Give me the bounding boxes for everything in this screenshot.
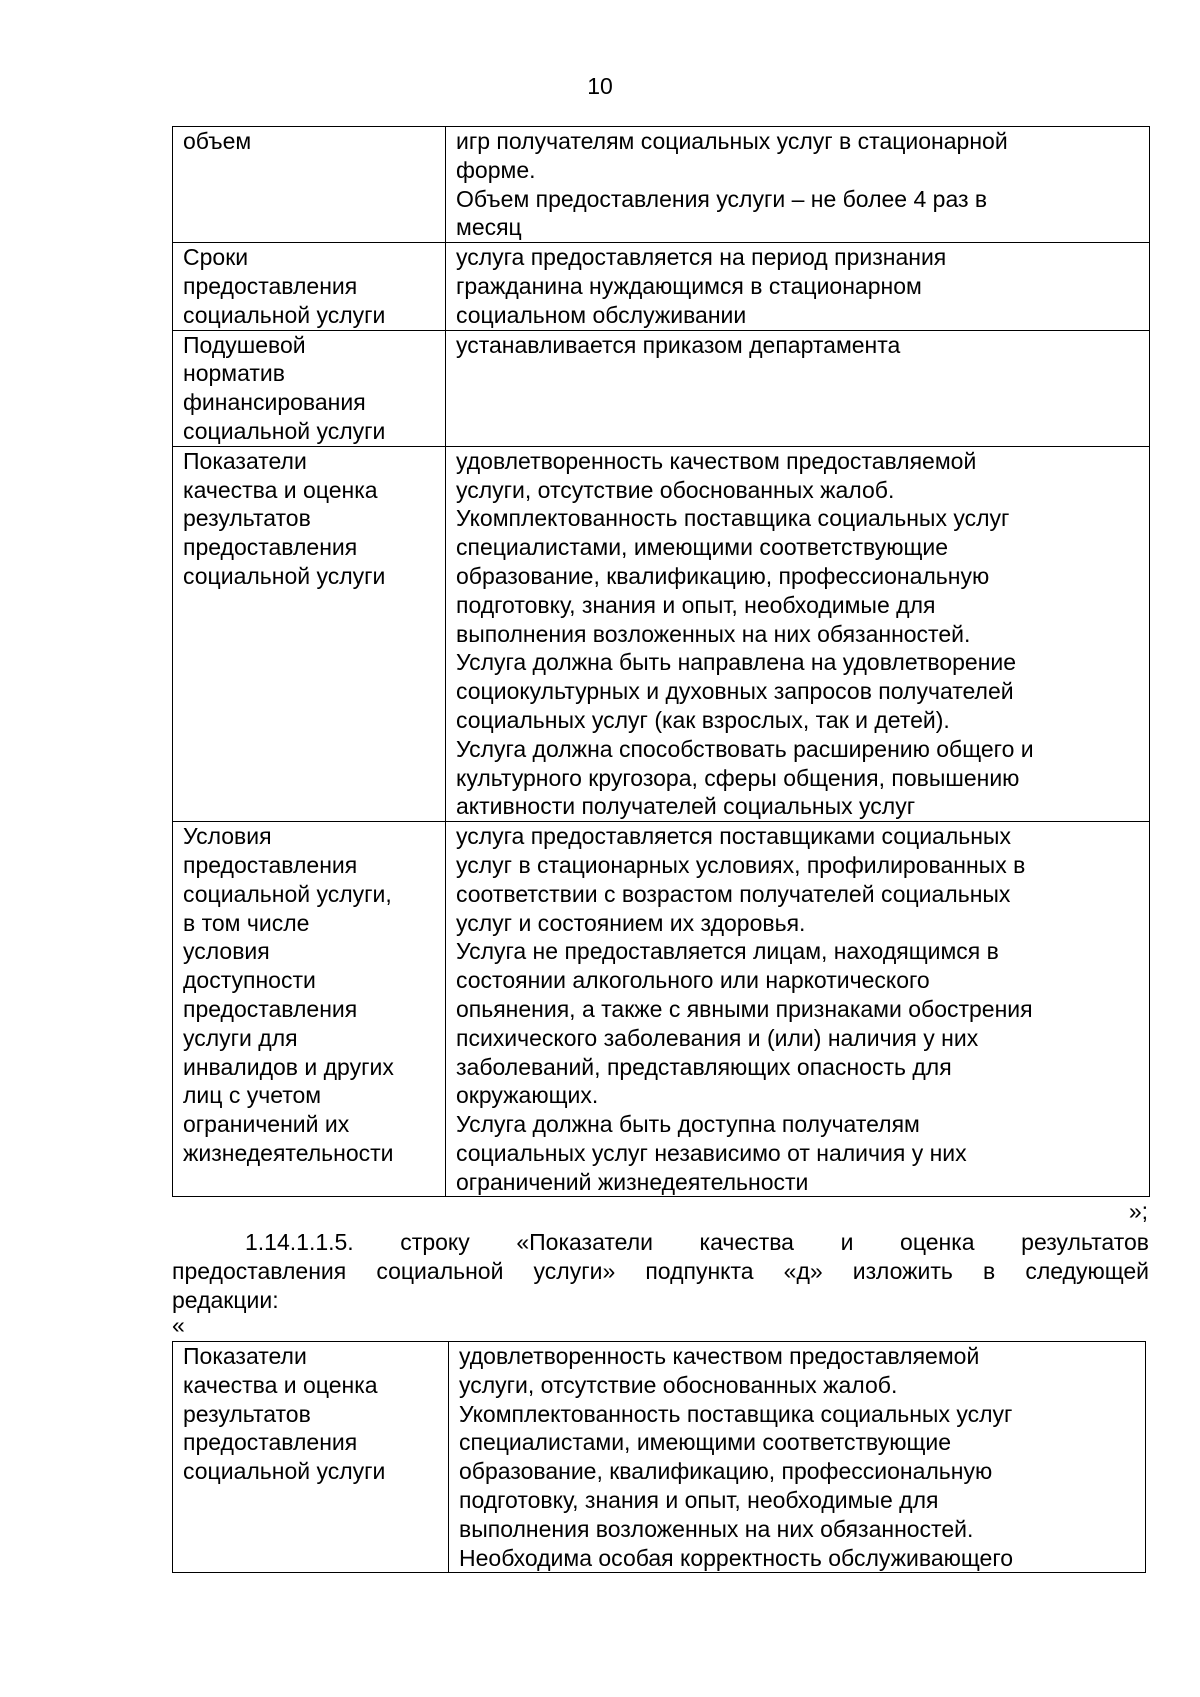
text-line: услуги, отсутствие обоснованных жалоб. (459, 1371, 898, 1398)
table-row (173, 446, 1150, 821)
text-line: окружающих. (456, 1082, 599, 1109)
text-line: культурного кругозора, сферы общения, повышению (456, 764, 1020, 791)
text-line: активности получателей социальных услуг (456, 793, 916, 820)
row-label: Показатели качества и оценка результатов предоставления социальной услуги (173, 446, 446, 821)
text-line: выполнения возложенных на них обязанностей. (459, 1515, 974, 1542)
row-label: Условия предоставления социальной услуги, в том числе условия доступности предоставления услуги для инвалидов и других лиц с учетом ограничений их жизнедеятельности (173, 822, 446, 1197)
row-description (446, 330, 1150, 446)
text-line: устанавливается приказом департамента (456, 331, 901, 358)
text-line: услуги, отсутствие обоснованных жалоб. (456, 476, 895, 503)
row-description (446, 243, 1150, 330)
text-line: социокультурных и духовных запросов получателей (456, 678, 1014, 705)
text-line: образование, квалификацию, профессиональную (459, 1458, 993, 1485)
table-row (173, 1342, 1146, 1573)
page-number: 10 (587, 73, 613, 99)
row-label: Показатели качества и оценка результатов предоставления социальной услуги (173, 1342, 449, 1573)
text-line: услуг и состоянием их здоровья. (456, 909, 806, 936)
services-table (172, 126, 1150, 1197)
row-description (446, 127, 1150, 243)
text-line: гражданина нуждающимся в стационарном (456, 272, 922, 299)
amendment-paragraph (172, 1228, 1149, 1314)
text-line: удовлетворенность качеством предоставляемой (459, 1343, 980, 1369)
row-description (446, 822, 1150, 1197)
text-line: игр получателям социальных услуг в стационарной (456, 128, 1008, 154)
text-line: подготовку, знания и опыт, необходимые для (456, 591, 936, 618)
text-line: услуг в стационарных условиях, профилированных в (456, 851, 1026, 878)
table-row (173, 330, 1150, 446)
text-line: социальных услуг (как взрослых, так и детей). (456, 706, 950, 733)
text-line: ограничений жизнедеятельности (456, 1168, 809, 1195)
row-label: Подушевой норматив финансирования социальной услуги (173, 330, 446, 446)
closing-quote: »; (1128, 1198, 1148, 1224)
paragraph-line: редакции: (172, 1286, 279, 1313)
text-line: заболеваний, представляющих опасность для (456, 1053, 952, 1080)
text-line: соответствии с возрастом получателей социальных (456, 880, 1011, 907)
paragraph-line: предоставления социальной услуги» подпункта «д» изложить в следующей (172, 1257, 1149, 1284)
table-row (173, 822, 1150, 1197)
text-line: Услуга должна способствовать расширению общего и (456, 735, 1034, 762)
text-line: выполнения возложенных на них обязанностей. (456, 620, 971, 647)
text-line: месяц (456, 214, 522, 241)
text-line: социальных услуг независимо от наличия у них (456, 1139, 967, 1166)
text-line: Услуга должна быть доступна получателям (456, 1111, 920, 1138)
text-line: опьянения, а также с явными признаками обострения (456, 995, 1033, 1022)
text-line: Услуга не предоставляется лицам, находящимся в (456, 938, 999, 965)
text-line: форме. (456, 156, 536, 183)
text-line: услуга предоставляется поставщиками социальных (456, 823, 1011, 850)
text-line: специалистами, имеющими соответствующие (456, 534, 949, 561)
text-line: Объем предоставления услуги – не более 4 раз в (456, 185, 988, 212)
text-line: Укомплектованность поставщика социальных услуг (456, 505, 1010, 532)
text-line: подготовку, знания и опыт, необходимые для (459, 1486, 939, 1513)
table-row (173, 127, 1150, 243)
opening-quote: « (172, 1312, 185, 1338)
row-label: объем (173, 127, 446, 243)
row-label: Сроки предоставления социальной услуги (173, 243, 446, 330)
row-description (446, 446, 1150, 821)
text-line: удовлетворенность качеством предоставляемой (456, 447, 977, 474)
text-line: Укомплектованность поставщика социальных услуг (459, 1400, 1013, 1427)
amended-row-table (172, 1341, 1146, 1573)
text-line: Услуга должна быть направлена на удовлетворение (456, 649, 1017, 676)
text-line: услуга предоставляется на период признания (456, 244, 947, 271)
text-line: состоянии алкогольного или наркотического (456, 967, 930, 994)
text-line: образование, квалификацию, профессиональную (456, 562, 990, 589)
paragraph-line: 1.14.1.1.5. строку «Показатели качества и оценка результатов (245, 1229, 1149, 1255)
text-line: психического заболевания и (или) наличия у них (456, 1024, 979, 1051)
row-description (449, 1342, 1146, 1573)
text-line: Необходима особая корректность обслуживающего (459, 1544, 1014, 1571)
text-line: социальном обслуживании (456, 301, 747, 328)
table-row (173, 243, 1150, 330)
text-line: специалистами, имеющими соответствующие (459, 1429, 952, 1456)
